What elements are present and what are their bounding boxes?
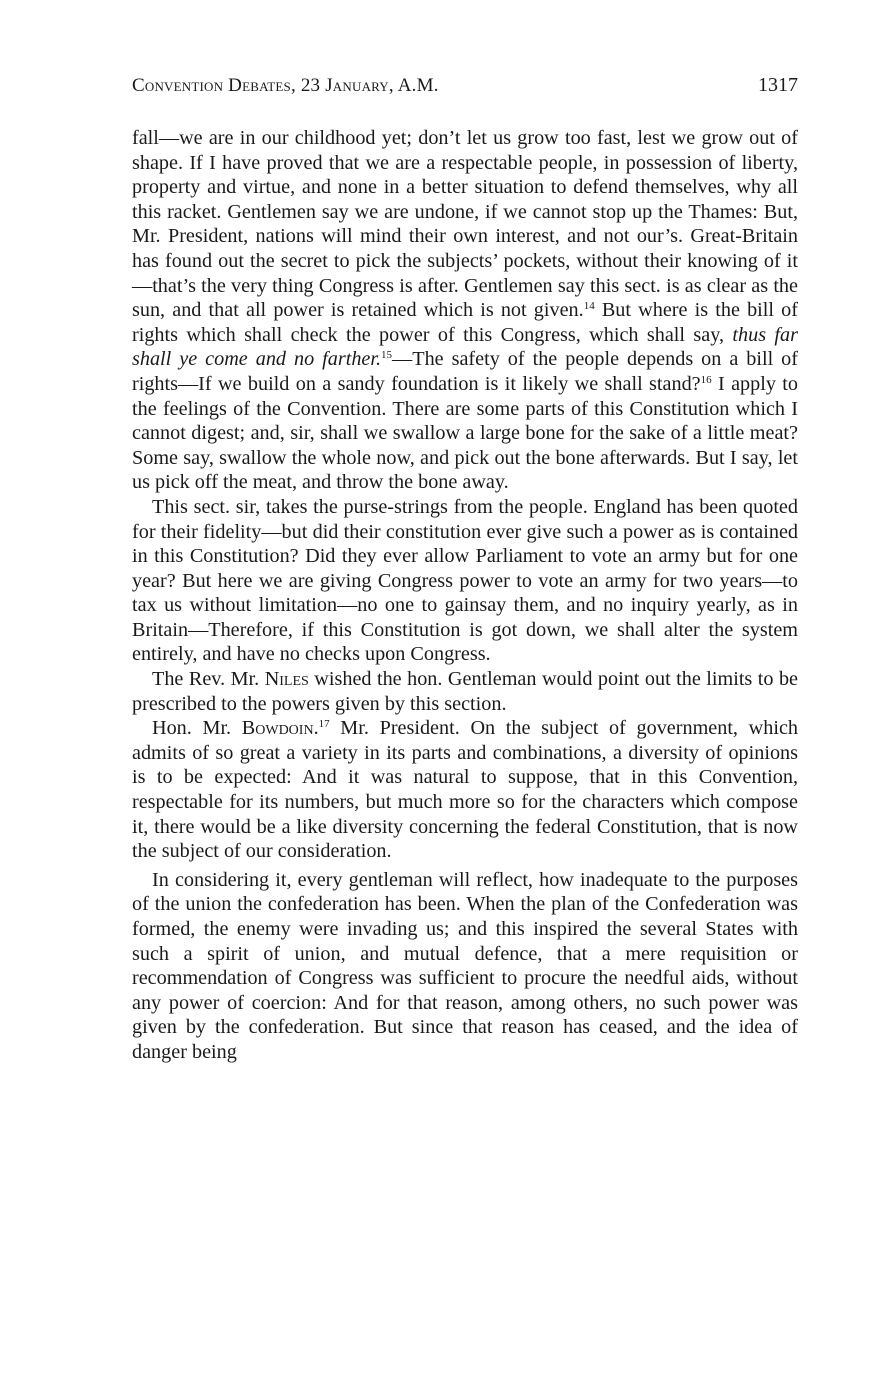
speaker-name: Niles [264, 668, 309, 691]
footnote-ref-15: 15 [381, 349, 393, 362]
paragraph-4: Hon. Mr. Bowdoin.$^{17}$ Mr. President. On the subject of government, which admits of so great a variety in its parts and combinations, a diversity of opinions is to be expected: And it was natural to suppose, that in this Convention, respectable for its numbers, but much more so for the characters which compose it, there would be a like diversity concerning the federal Constitution, that is now the subject of our consideration. [132, 717, 798, 863]
paragraph-2: This sect. sir, takes the purse-strings from the people. England has been quoted for their fidelity—but did their constitution ever give such a power as is contained in this Constitution? Did they ever allow Parliament to vote an army but for one year? But here we are giving Congress power to vote an army for two years—to tax us without limitation—no one to gainsay them, and no inquiry yearly, as in Britain—Therefore, if this Constitution is got down, we shall alter the system entirely, and have no checks upon Congress. [132, 495, 798, 666]
page-number: 1317 [758, 74, 798, 96]
paragraph-3: The Rev. Mr. Niles wished the hon. Gentleman would point out the limits to be prescribed to the powers given by this section. [132, 668, 798, 715]
running-title: Convention Debates, 23 January, A.M. [132, 75, 439, 96]
paragraph-1: fall—we are in our childhood yet; don’t let us grow too fast, lest we grow out of shape. If I have proved that we are a respectable people, in possession of liberty, property and virtue, and none in a better situation to defend themselves, why all this racket. Gentlemen say we are undone, if we cannot stop up the Thames: But, Mr. President, nations will mind their own interest, and not our’s. Great-Britain has found out the secret to pick the subjects’ pockets, without their knowing of it—that’s the very thing Congress is after. Gentlemen say this sect. is as clear as the sun, and that all power is retained which is not given.$^{14}$ But where is the bill of rights which shall check the power of this Congress, which shall say, thus far shall ye come and no farther.$^{15}$—The safety of the people depends on a bill of rights—If we build on a sandy foundation is it likely we shall stand?$^{16}$ I apply to the feelings of the Convention. There are some parts of this Constitution which I cannot digest; and, sir, shall we swallow a large bone for the sake of a little meat? Some say, swallow the whole now, and pick out the bone afterwards. But I say, let us pick off the meat, and throw the bone away. [132, 127, 798, 494]
footnote-ref-17: 17 [318, 718, 330, 731]
speaker-name: Bowdoin. [241, 717, 319, 740]
footnote-ref-16: 16 [700, 373, 712, 386]
footnote-ref-14: 14 [583, 300, 595, 313]
paragraph-5: In considering it, every gentleman will reflect, how inadequate to the purposes of the union the confederation has been. When the plan of the Confederation was formed, the enemy were invading us; and this inspired the several States with such a spirit of union, and mutual defence, that a mere requisition or recommendation of Congress was sufficient to procure the needful aids, without any power of coercion: And for that reason, among others, no such power was given by the confederation. But since that reason has ceased, and the idea of danger being [132, 868, 798, 1063]
body-text [132, 126, 798, 1065]
document-page [132, 74, 798, 1065]
italic-quote: thus far shall ye come and no farther. [132, 323, 798, 371]
page-header [132, 74, 798, 108]
